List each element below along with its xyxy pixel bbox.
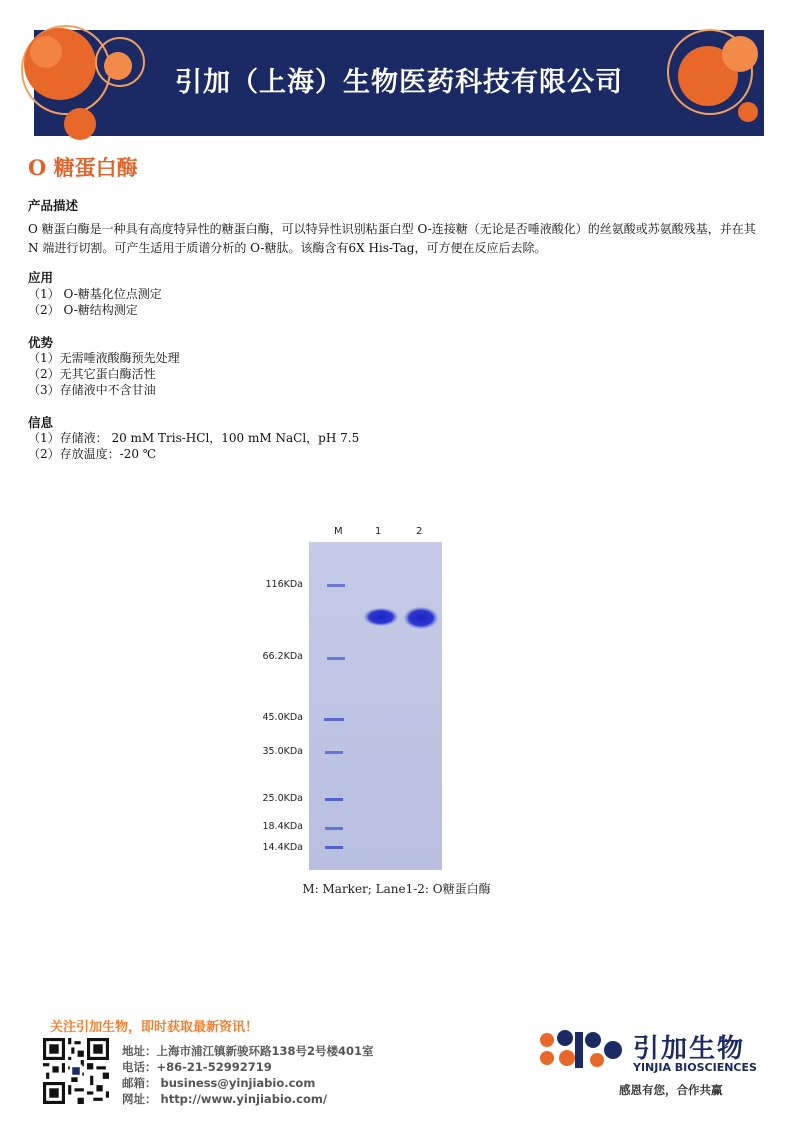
company-name: 引加（上海）生物医药科技有限公司 bbox=[175, 67, 623, 98]
page-title: O 糖蛋白酶 bbox=[28, 155, 138, 180]
applications-heading: 应用 bbox=[28, 270, 54, 285]
advantage-item: （1）无需唾液酸酶预先处理 bbox=[28, 351, 180, 365]
lane-label-marker: M bbox=[334, 526, 343, 537]
contact-phone: 电话：+86-21-52992719 bbox=[122, 1060, 272, 1074]
info-item: （2）存放温度：-20 ℃ bbox=[28, 447, 157, 461]
gel-caption: M: Marker; Lane1-2: O糖蛋白酶 bbox=[302, 882, 491, 896]
banner-decoration-left bbox=[8, 12, 158, 142]
marker-label: 14.4KDa bbox=[262, 842, 303, 853]
marker-label: 66.2KDa bbox=[262, 651, 303, 662]
lane-label-1: 1 bbox=[375, 526, 382, 537]
application-item: （2） O-糖结构测定 bbox=[28, 303, 138, 317]
contact-address: 地址：上海市浦江镇新骏环路138号2号楼401室 bbox=[122, 1044, 374, 1058]
sds-page-gel-image bbox=[309, 542, 442, 870]
lane-label-2: 2 bbox=[416, 526, 423, 537]
info-heading: 信息 bbox=[28, 415, 54, 430]
contact-email[interactable]: 邮箱： business@yinjiabio.com bbox=[122, 1076, 316, 1090]
marker-label: 45.0KDa bbox=[262, 712, 303, 723]
qr-code-image bbox=[43, 1038, 109, 1104]
company-slogan: 感恩有您，合作共赢 bbox=[619, 1083, 723, 1097]
application-item: （1） O-糖基化位点测定 bbox=[28, 287, 162, 301]
yinjia-logo-icon bbox=[537, 1028, 627, 1072]
marker-label: 116KDa bbox=[265, 579, 303, 590]
description-text: O 糖蛋白酶是一种具有高度特异性的糖蛋白酶，可以特异性识别粘蛋白型 O-连接糖（无论是否唾液酸化）的丝氨酸或苏氨酸残基，并在其 N 端进行切割。可产生适用于质谱分析的 O-糖肽。该酶含有6X His-Tag，可方便在反应后去除。 bbox=[28, 222, 756, 255]
logo-english-name: YINJIA BIOSCIENCES bbox=[633, 1061, 757, 1074]
banner-decoration-right bbox=[648, 14, 778, 134]
advantages-heading: 优势 bbox=[28, 335, 54, 350]
description-heading: 产品描述 bbox=[28, 198, 79, 213]
marker-label: 35.0KDa bbox=[262, 746, 303, 757]
follow-prompt: 关注引加生物，即时获取最新资讯！ bbox=[50, 1020, 259, 1035]
advantage-item: （2）无其它蛋白酶活性 bbox=[28, 367, 156, 381]
info-item: （1）存储液： 20 mM Tris-HCl，100 mM NaCl，pH 7.5 bbox=[28, 431, 360, 445]
contact-website[interactable]: 网址： http://www.yinjiabio.com/ bbox=[122, 1092, 328, 1106]
marker-label: 25.0KDa bbox=[262, 793, 303, 804]
logo-chinese-name: 引加生物 bbox=[633, 1034, 746, 1064]
advantage-item: （3）存储液中不含甘油 bbox=[28, 383, 156, 397]
marker-label: 18.4KDa bbox=[262, 821, 303, 832]
